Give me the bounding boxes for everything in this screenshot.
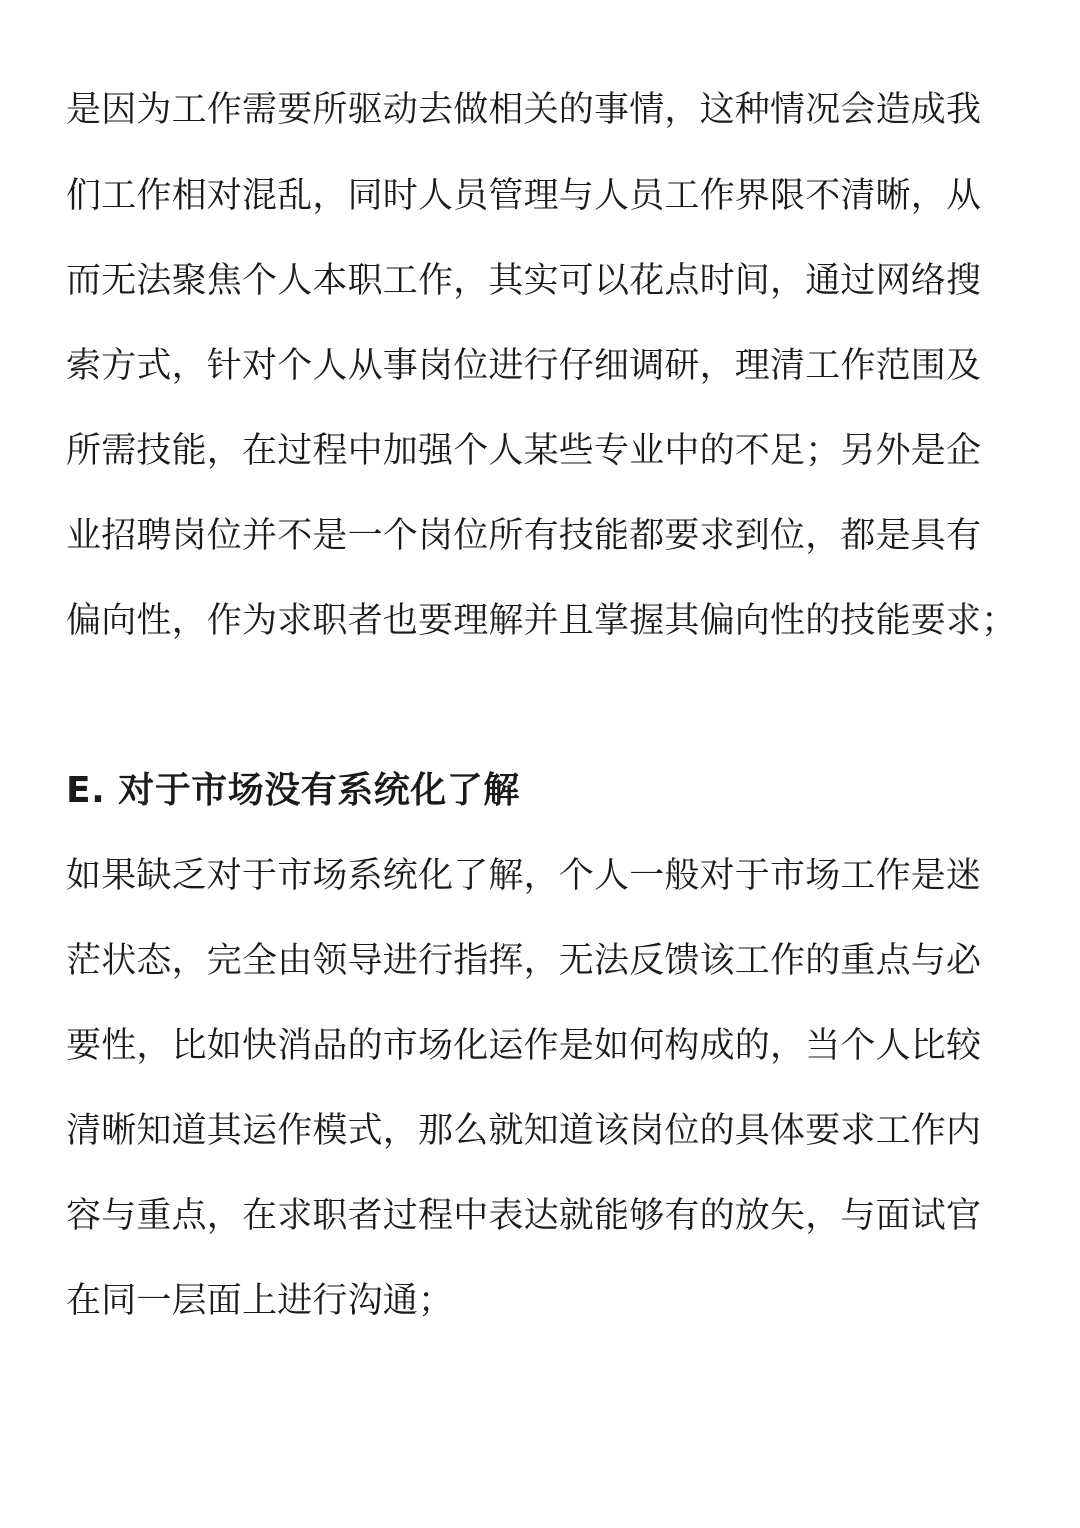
paragraph-line: 容与重点，在求职者过程中表达就能够有的放矢，与面试官 [66,1196,982,1236]
paragraph-line: 业招聘岗位并不是一个岗位所有技能都要求到位，都是具有 [66,516,982,556]
paragraph-line: 索方式，针对个人从事岗位进行仔细调研，理清工作范围及 [66,346,982,386]
paragraph-line: 茫状态，完全由领导进行指挥，无法反馈该工作的重点与必 [66,941,982,981]
section-heading-e: E. 对于市场没有系统化了解 [66,770,520,811]
paragraph-line: 所需技能，在过程中加强个人某些专业中的不足；另外是企 [66,431,982,471]
paragraph-line: 而无法聚焦个人本职工作，其实可以花点时间，通过网络搜 [66,261,982,301]
paragraph-line: 偏向性，作为求职者也要理解并且掌握其偏向性的技能要求； [66,601,1017,641]
paragraph-line: 要性，比如快消品的市场化运作是如何构成的，当个人比较 [66,1026,982,1066]
paragraph-line: 如果缺乏对于市场系统化了解，个人一般对于市场工作是迷 [66,856,982,896]
paragraph-line: 是因为工作需要所驱动去做相关的事情，这种情况会造成我 [66,90,982,130]
paragraph-line: 们工作相对混乱，同时人员管理与人员工作界限不清晰，从 [66,176,982,216]
paragraph-line: 在同一层面上进行沟通； [66,1281,454,1321]
paragraph-line: 清晰知道其运作模式，那么就知道该岗位的具体要求工作内 [66,1111,982,1151]
